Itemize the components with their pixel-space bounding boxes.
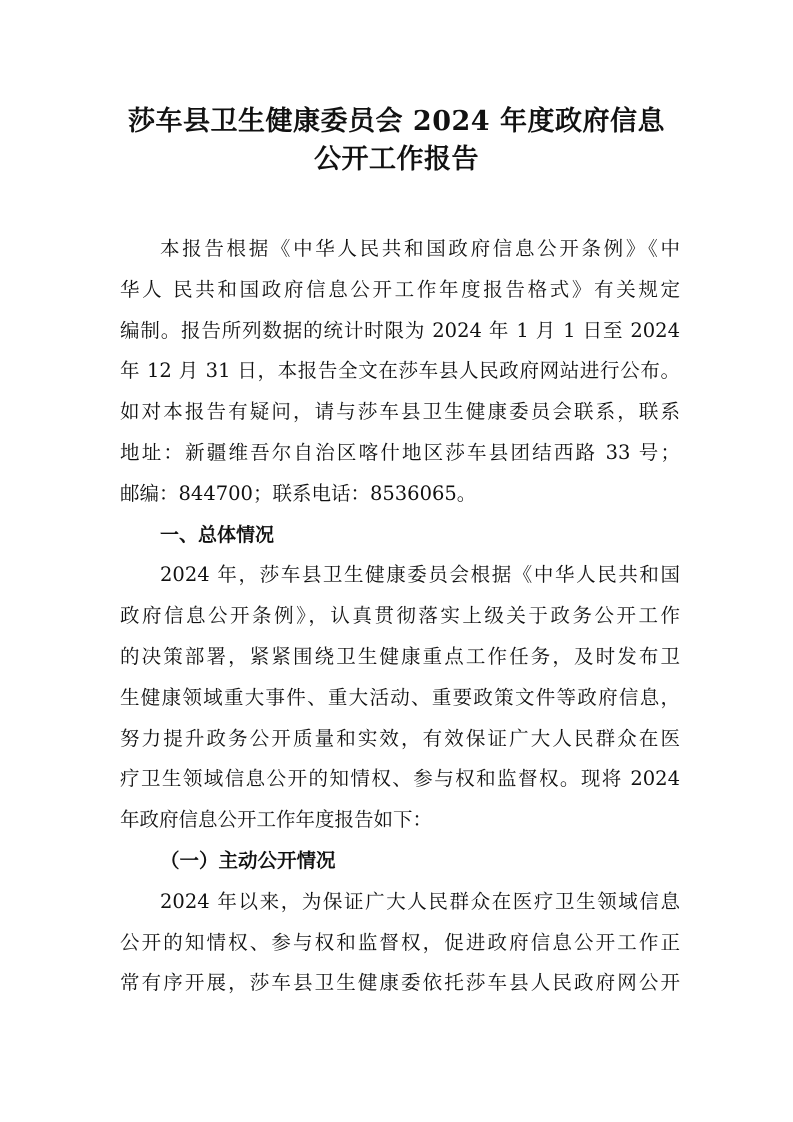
section-heading: 一、总体情况 (160, 523, 275, 546)
intro-line: 邮编：844700；联系电话：8536065。 (120, 481, 477, 505)
report-title-line-1: 莎车县卫生健康委员会 2024 年度政府信息 (128, 106, 665, 137)
intro-line: 年 12 月 31 日，本报告全文在莎车县人民政府网站进行公布。 (120, 359, 680, 383)
intro-line: 编制。报告所列数据的统计时限为 2024 年 1 月 1 日至 2024 (120, 318, 680, 342)
intro-line: 如对本报告有疑问，请与莎车县卫生健康委员会联系，联系 (120, 400, 680, 424)
intro-line: 华人 民共和国政府信息公开工作年度报告格式》有关规定 (120, 277, 680, 301)
section-line: 年政府信息公开工作年度报告如下： (120, 808, 433, 832)
report-body (120, 229, 680, 1004)
section-line: 2024 年，莎车县卫生健康委员会根据《中华人民共和国 (160, 563, 680, 587)
subsection-heading: （一）主动公开情况 (160, 848, 336, 872)
subsection-line: 公开的知情权、参与权和监督权，促进政府信息公开工作正 (120, 930, 680, 954)
subsection-line: 2024 年以来，为保证广大人民群众在医疗卫生领域信息 (160, 889, 680, 913)
intro-line: 本报告根据《中华人民共和国政府信息公开条例》《中 (160, 237, 680, 260)
section-line: 努力提升政务公开质量和实效，有效保证广大人民群众在医 (120, 726, 680, 750)
intro-line: 地址：新疆维吾尔自治区喀什地区莎车县团结西路 33 号； (120, 440, 680, 464)
section-line: 政府信息公开条例》，认真贯彻落实上级关于政务公开工作 (120, 604, 680, 628)
report-title-line-2: 公开工作报告 (314, 144, 479, 175)
section-line: 的决策部署，紧紧围绕卫生健康重点工作任务，及时发布卫 (120, 644, 680, 668)
section-line: 生健康领域重大事件、重大活动、重要政策文件等政府信息， (120, 685, 680, 709)
subsection-line: 常有序开展，莎车县卫生健康委依托莎车县人民政府网公开 (120, 971, 680, 995)
section-line: 疗卫生领域信息公开的知情权、参与权和监督权。现将 2024 (120, 767, 680, 791)
